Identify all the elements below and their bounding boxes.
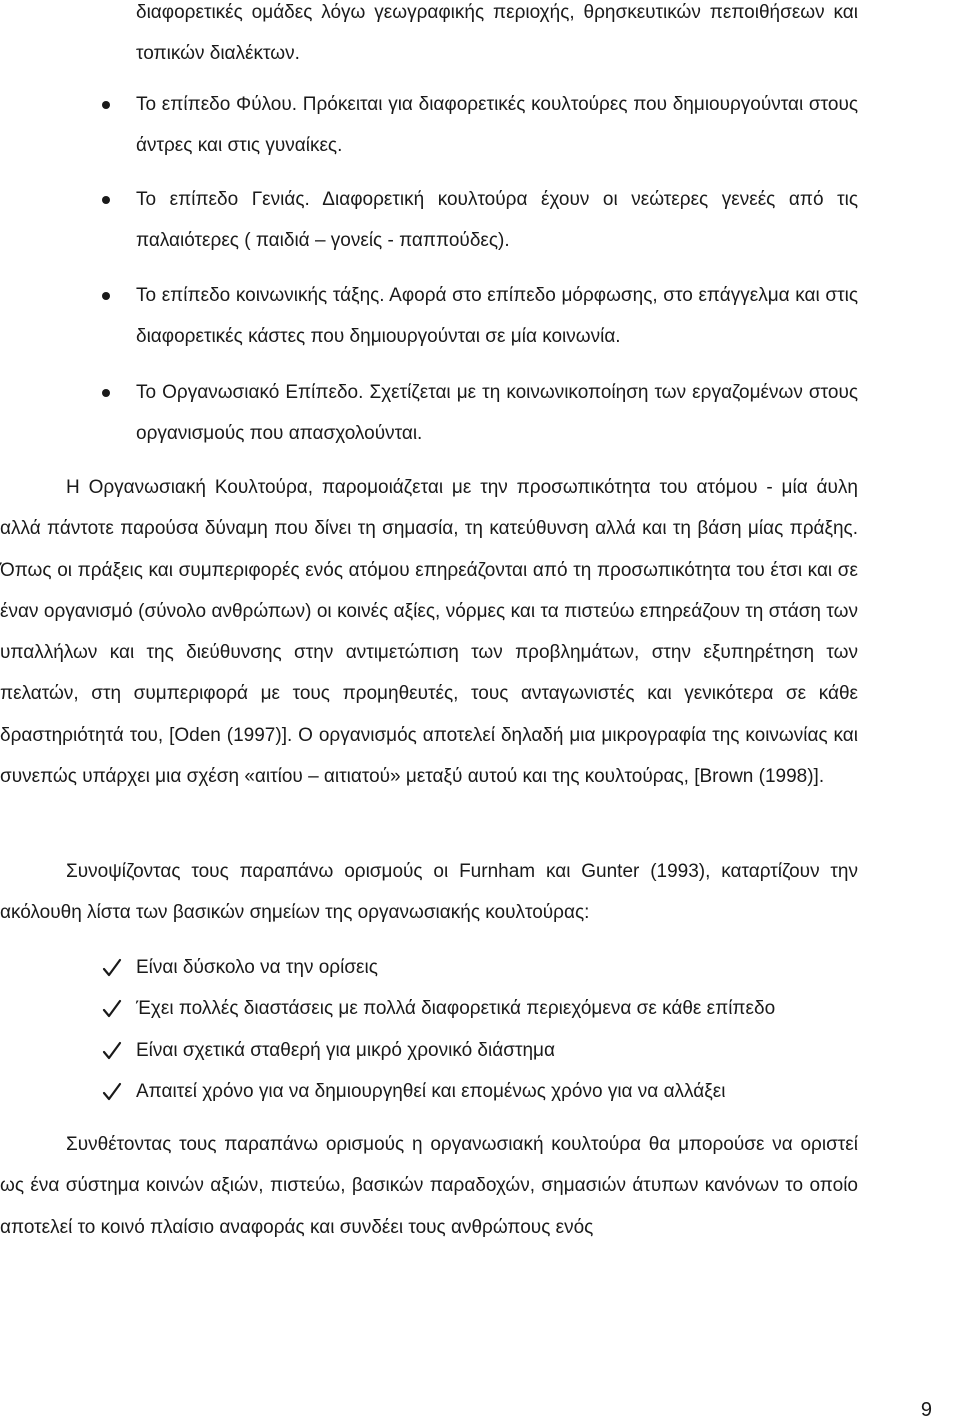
checklist-label: Έχει πολλές διαστάσεις με πολλά διαφορετικά περιεχόμενα σε κάθε επίπεδο bbox=[136, 998, 776, 1019]
body-paragraph: Συνθέτοντας τους παραπάνω ορισμούς η οργανωσιακή κουλτούρα θα μπορούσε να οριστεί ως ένα σύστημα κοινών αξιών, πιστεύω, βασικών παραδοχών, σημασιών άτυπων κανόνων το οποίο αποτελεί το κοινό πλαίσιο αναφοράς και συνδέει τους ανθρώπους ενός bbox=[0, 1134, 858, 1238]
page-number: 9 bbox=[920, 1399, 932, 1421]
bullet-dot-icon bbox=[102, 389, 110, 397]
checklist-item bbox=[102, 1079, 862, 1109]
bullet-continued-text: διαφορετικές ομάδες λόγω γεωγραφικής περιοχής, θρησκευτικών πεποιθήσεων και τοπικών διαλέκτων. bbox=[136, 2, 858, 64]
checkmark-icon bbox=[102, 1081, 122, 1103]
checklist-label: Είναι σχετικά σταθερή για μικρό χρονικό διάστημα bbox=[136, 1040, 555, 1061]
body-paragraph: Η Οργανωσιακή Κουλτούρα, παρομοιάζεται με την προσωπικότητα του ατόμου - μία άυλη αλλά πάντοτε παρούσα δύναμη που δίνει τη σημασία, τη κατεύθυνση αλλά και τη βάση μίας πράξης. Όπως οι πράξεις και συμπεριφορές ενός ατόμου επηρεάζονται από τη προσωπικότητα του έτσι και σε έναν οργανισμό (σύνολο ανθρώπων) οι κοινές αξίες, νόρμες και τα πιστεύω επηρεάζουν τη στάση των υπαλλήλων και της διεύθυνσης στην αντιμετώπιση των προβλημάτων, στην εξυπηρέτηση των πελατών, στη συμπεριφορά με τους προμηθευτές, τους ανταγωνιστές και γενικότερα σε κάθε δραστηριότητά του, [Oden (1997)]. Ο οργανισμός αποτελεί δηλαδή μια μικρογραφία της κοινωνίας και συνεπώς υπάρχει μια σχέση «αιτίου – αιτιατού» μεταξύ αυτού και της κουλτούρας, [Brown (1998)]. bbox=[0, 477, 858, 788]
checklist-item bbox=[102, 996, 862, 1026]
checkmark-icon bbox=[102, 1040, 122, 1062]
checklist-item bbox=[102, 1038, 862, 1068]
bullet-item: Το Οργανωσιακό Επίπεδο. Σχετίζεται με τη κοινωνικοποίηση των εργαζομένων στους οργανισμούς που απασχολούνται. bbox=[136, 382, 858, 444]
bullet-item: Το επίπεδο Φύλου. Πρόκειται για διαφορετικές κουλτούρες που δημιουργούνται στους άντρες και στις γυναίκες. bbox=[136, 94, 858, 156]
bullet-dot-icon bbox=[102, 292, 110, 300]
bullet-dot-icon bbox=[102, 101, 110, 109]
checklist-label: Απαιτεί χρόνο για να δημιουργηθεί και επομένως χρόνο για να αλλάξει bbox=[136, 1081, 726, 1102]
checklist-item bbox=[102, 955, 862, 985]
checkmark-icon bbox=[102, 998, 122, 1020]
checkmark-icon bbox=[102, 957, 122, 979]
bullet-dot-icon bbox=[102, 196, 110, 204]
checklist-label: Είναι δύσκολο να την ορίσεις bbox=[136, 957, 378, 978]
bullet-item: Το επίπεδο Γενιάς. Διαφορετική κουλτούρα έχουν οι νεώτερες γενεές από τις παλαιότερες ( παιδιά – γονείς - παππούδες). bbox=[136, 189, 858, 251]
body-paragraph: Συνοψίζοντας τους παραπάνω ορισμούς οι Furnham και Gunter (1993), καταρτίζουν την ακόλουθη λίστα των βασικών σημείων της οργανωσιακής κουλτούρας: bbox=[0, 861, 858, 924]
bullet-item: Το επίπεδο κοινωνικής τάξης. Αφορά στο επίπεδο μόρφωσης, στο επάγγελμα και στις διαφορετικές κάστες που δημιουργούνται σε μία κοινωνία. bbox=[136, 285, 858, 347]
